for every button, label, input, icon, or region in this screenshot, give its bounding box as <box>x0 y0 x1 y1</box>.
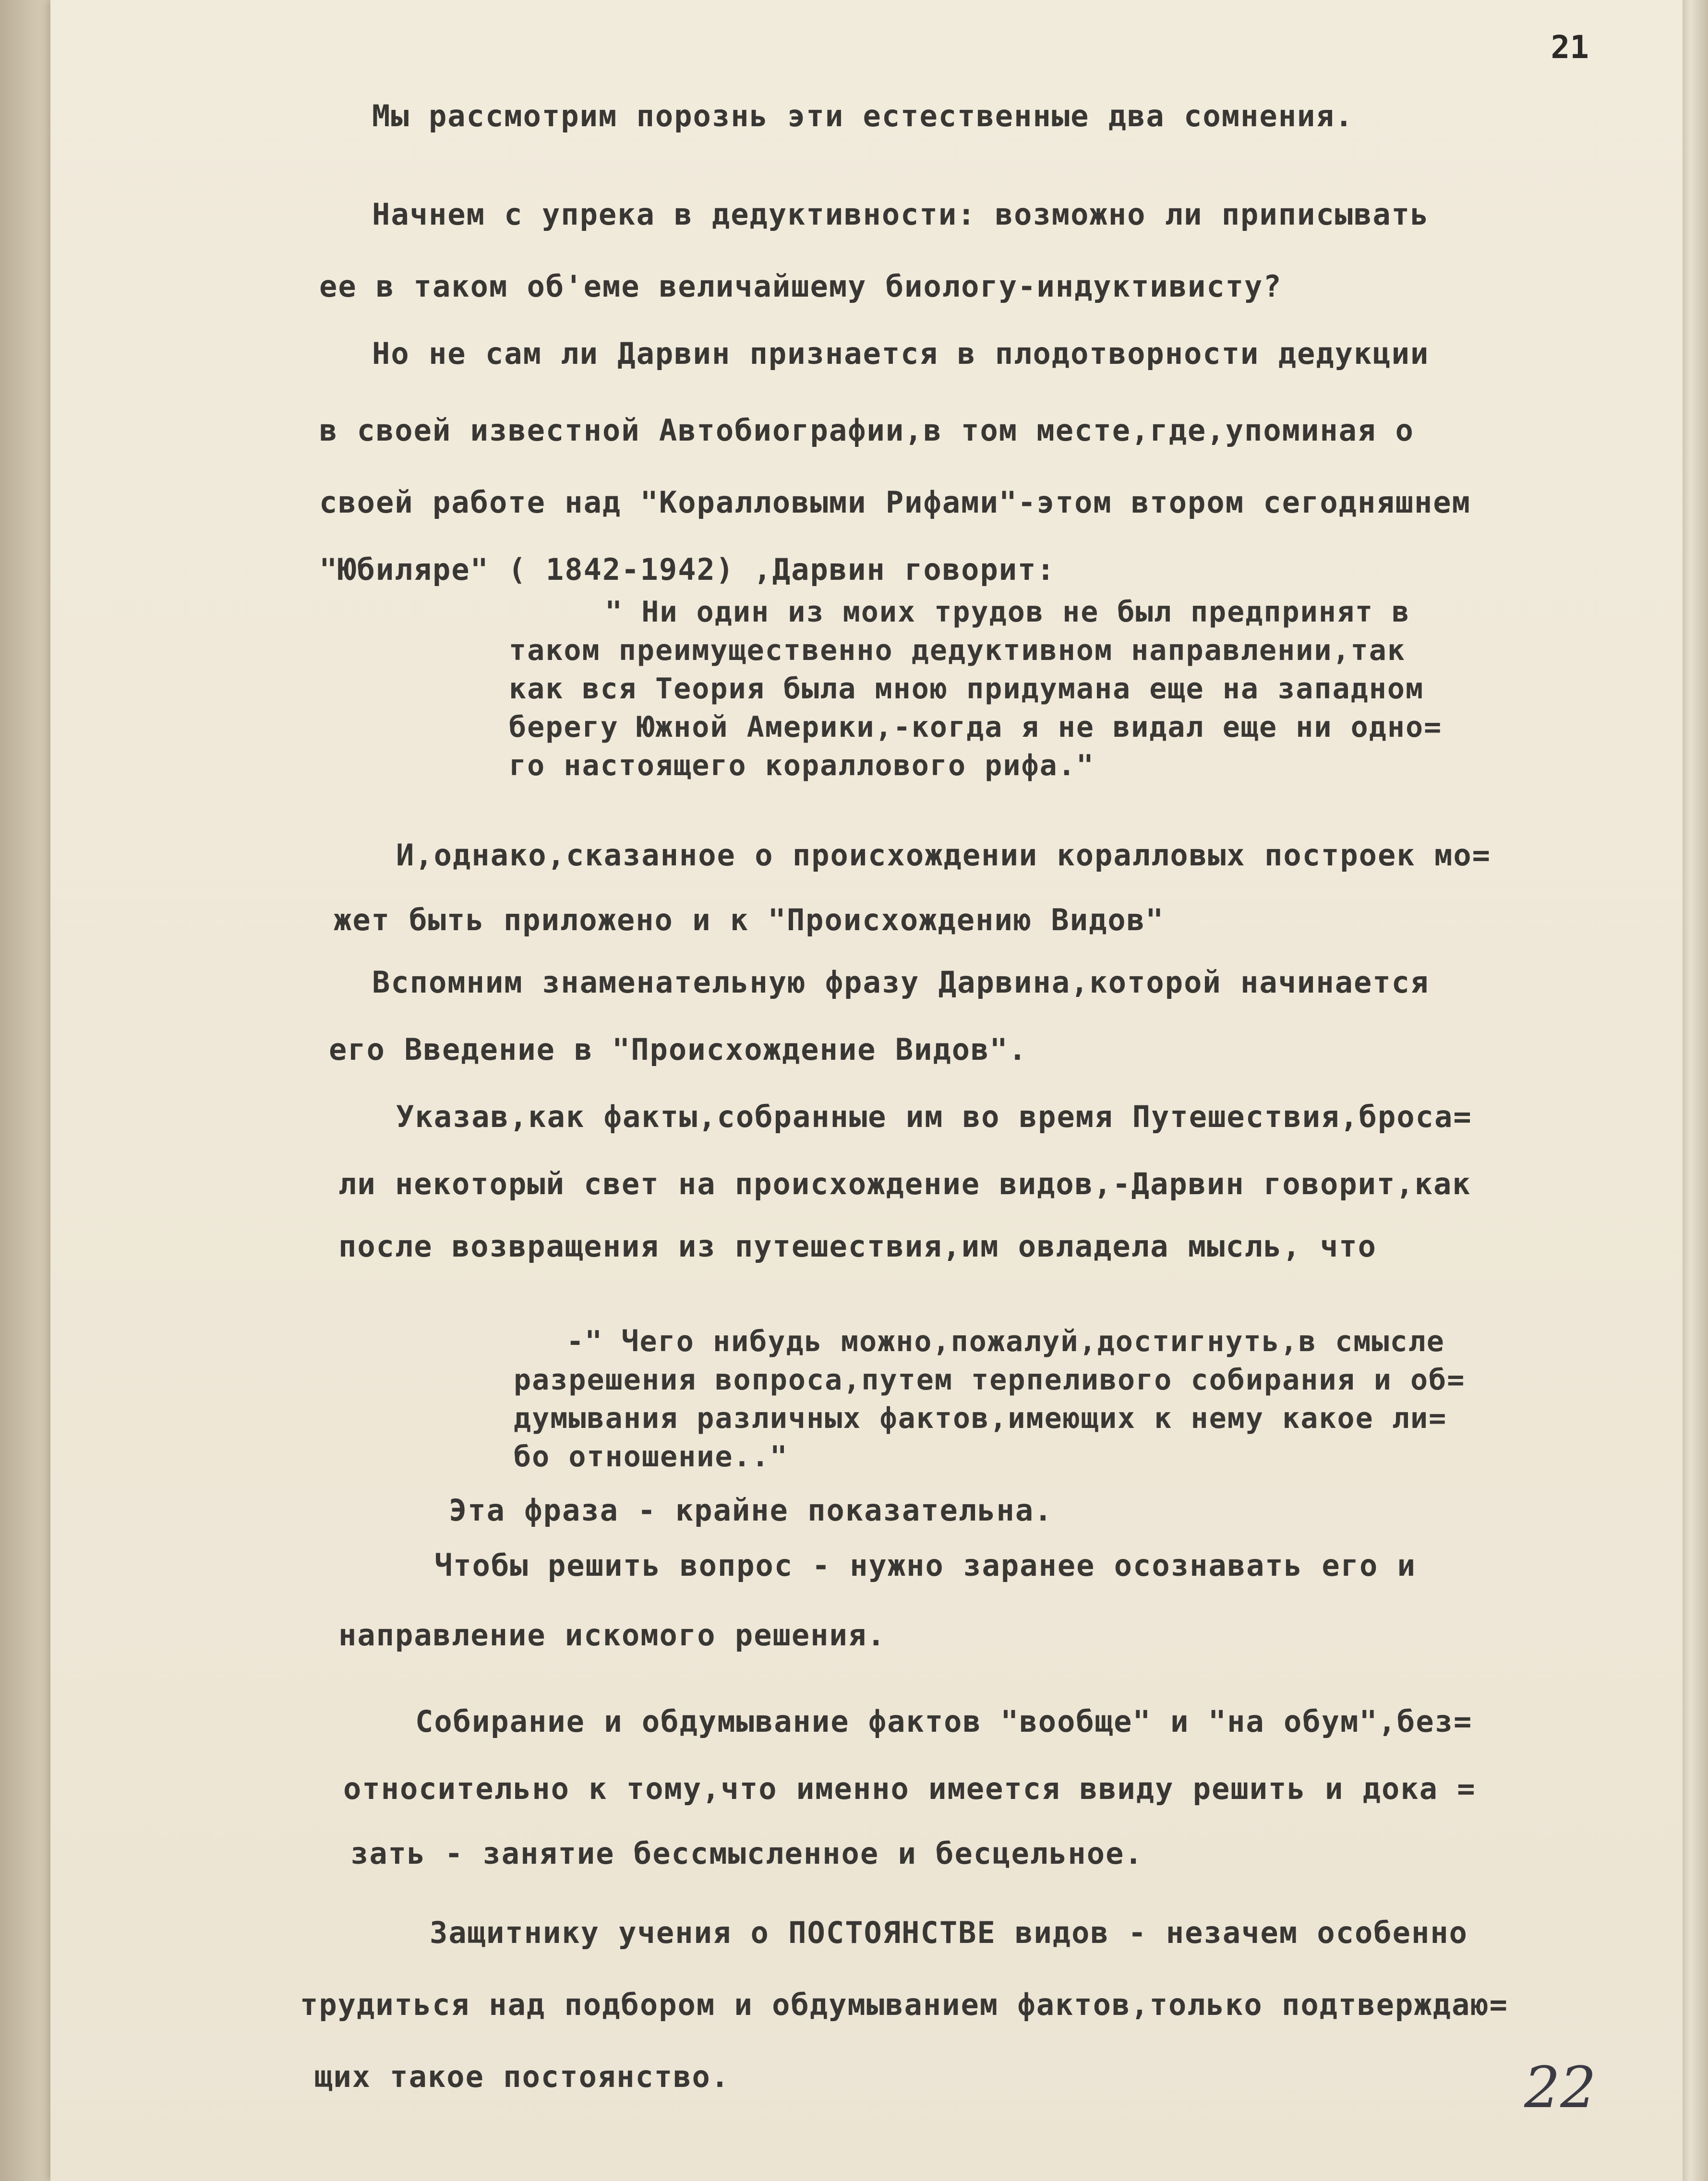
text-line: "Юбиляре" ( 1842-1942) ,Дарвин говорит: <box>319 552 1056 587</box>
text-line: зать - занятие бессмысленное и бесцельное. <box>350 1836 1143 1871</box>
text-line: своей работе над "Коралловыми Рифами"-этом втором сегодняшнем <box>319 485 1471 520</box>
quote-line: как вся Теория была мною придумана еще на западном <box>509 672 1424 706</box>
text-line: Собирание и обдумывание фактов "вообще" и "на обум",без= <box>415 1704 1473 1739</box>
quote-line: берегу Южной Америки,-когда я не видал еще ни одно= <box>509 710 1443 744</box>
text-line: жет быть приложено и к "Происхождению Видов" <box>334 902 1165 937</box>
text-line: его Введение в "Происхождение Видов". <box>329 1032 1028 1067</box>
handwritten-folio-number: 22 <box>1524 2054 1597 2121</box>
quote-line: думывания различных фактов,имеющих к нему какое ли= <box>514 1402 1447 1435</box>
text-line: Мы рассмотрим порознь эти естественные два сомнения. <box>372 98 1354 133</box>
text-line: И,однако,сказанное о происхождении коралловых построек мо= <box>396 838 1491 873</box>
text-line: относительно к тому,что именно имеется ввиду решить и дока = <box>343 1771 1476 1806</box>
quote-line: бо отношение.." <box>514 1440 788 1474</box>
text-line: Но не сам ли Дарвин признается в плодотворности дедукции <box>372 336 1430 371</box>
text-line: Вспомним знаменательную фразу Дарвина,которой начинается <box>372 965 1430 1000</box>
quote-line: го настоящего кораллового рифа." <box>509 749 1095 782</box>
text-line: после возвращения из путешествия,им овладела мысль, что <box>338 1229 1377 1264</box>
text-line: Чтобы решить вопрос - нужно заранее осознавать его и <box>434 1548 1417 1583</box>
text-line: Защитнику учения о ПОСТОЯНСТВЕ видов - незачем особенно <box>430 1915 1468 1950</box>
page-number: 21 <box>1551 29 1589 66</box>
text-line: Эта фраза - крайне показательна. <box>449 1493 1053 1528</box>
quote-line: " Ни один из моих трудов не был предпринят в <box>605 595 1410 629</box>
quote-line: -" Чего нибудь можно,пожалуй,достигнуть,в смысле <box>566 1325 1445 1358</box>
text-line: ее в таком об'еме величайшему биологу-индуктивисту? <box>319 269 1282 304</box>
text-line: в своей известной Автобиографии,в том месте,где,упоминая о <box>319 413 1414 448</box>
typewritten-page <box>50 0 1683 2181</box>
quote-line: разрешения вопроса,путем терпеливого собирания и об= <box>514 1363 1466 1397</box>
text-line: ли некоторый свет на происхождение видов,-Дарвин говорит,как <box>338 1166 1471 1201</box>
text-line: направление искомого решения. <box>338 1618 886 1653</box>
page-stack-edge <box>1679 0 1708 2181</box>
text-line: Начнем с упрека в дедуктивности: возможно ли приписывать <box>372 197 1430 232</box>
text-line: трудиться над подбором и обдумыванием фактов,только подтверждаю= <box>300 1987 1508 2022</box>
quote-line: таком преимущественно дедуктивном направлении,так <box>509 634 1406 667</box>
text-line: щих такое постоянство. <box>314 2059 730 2094</box>
text-line: Указав,как факты,собранные им во время Путешествия,броса= <box>396 1099 1472 1134</box>
